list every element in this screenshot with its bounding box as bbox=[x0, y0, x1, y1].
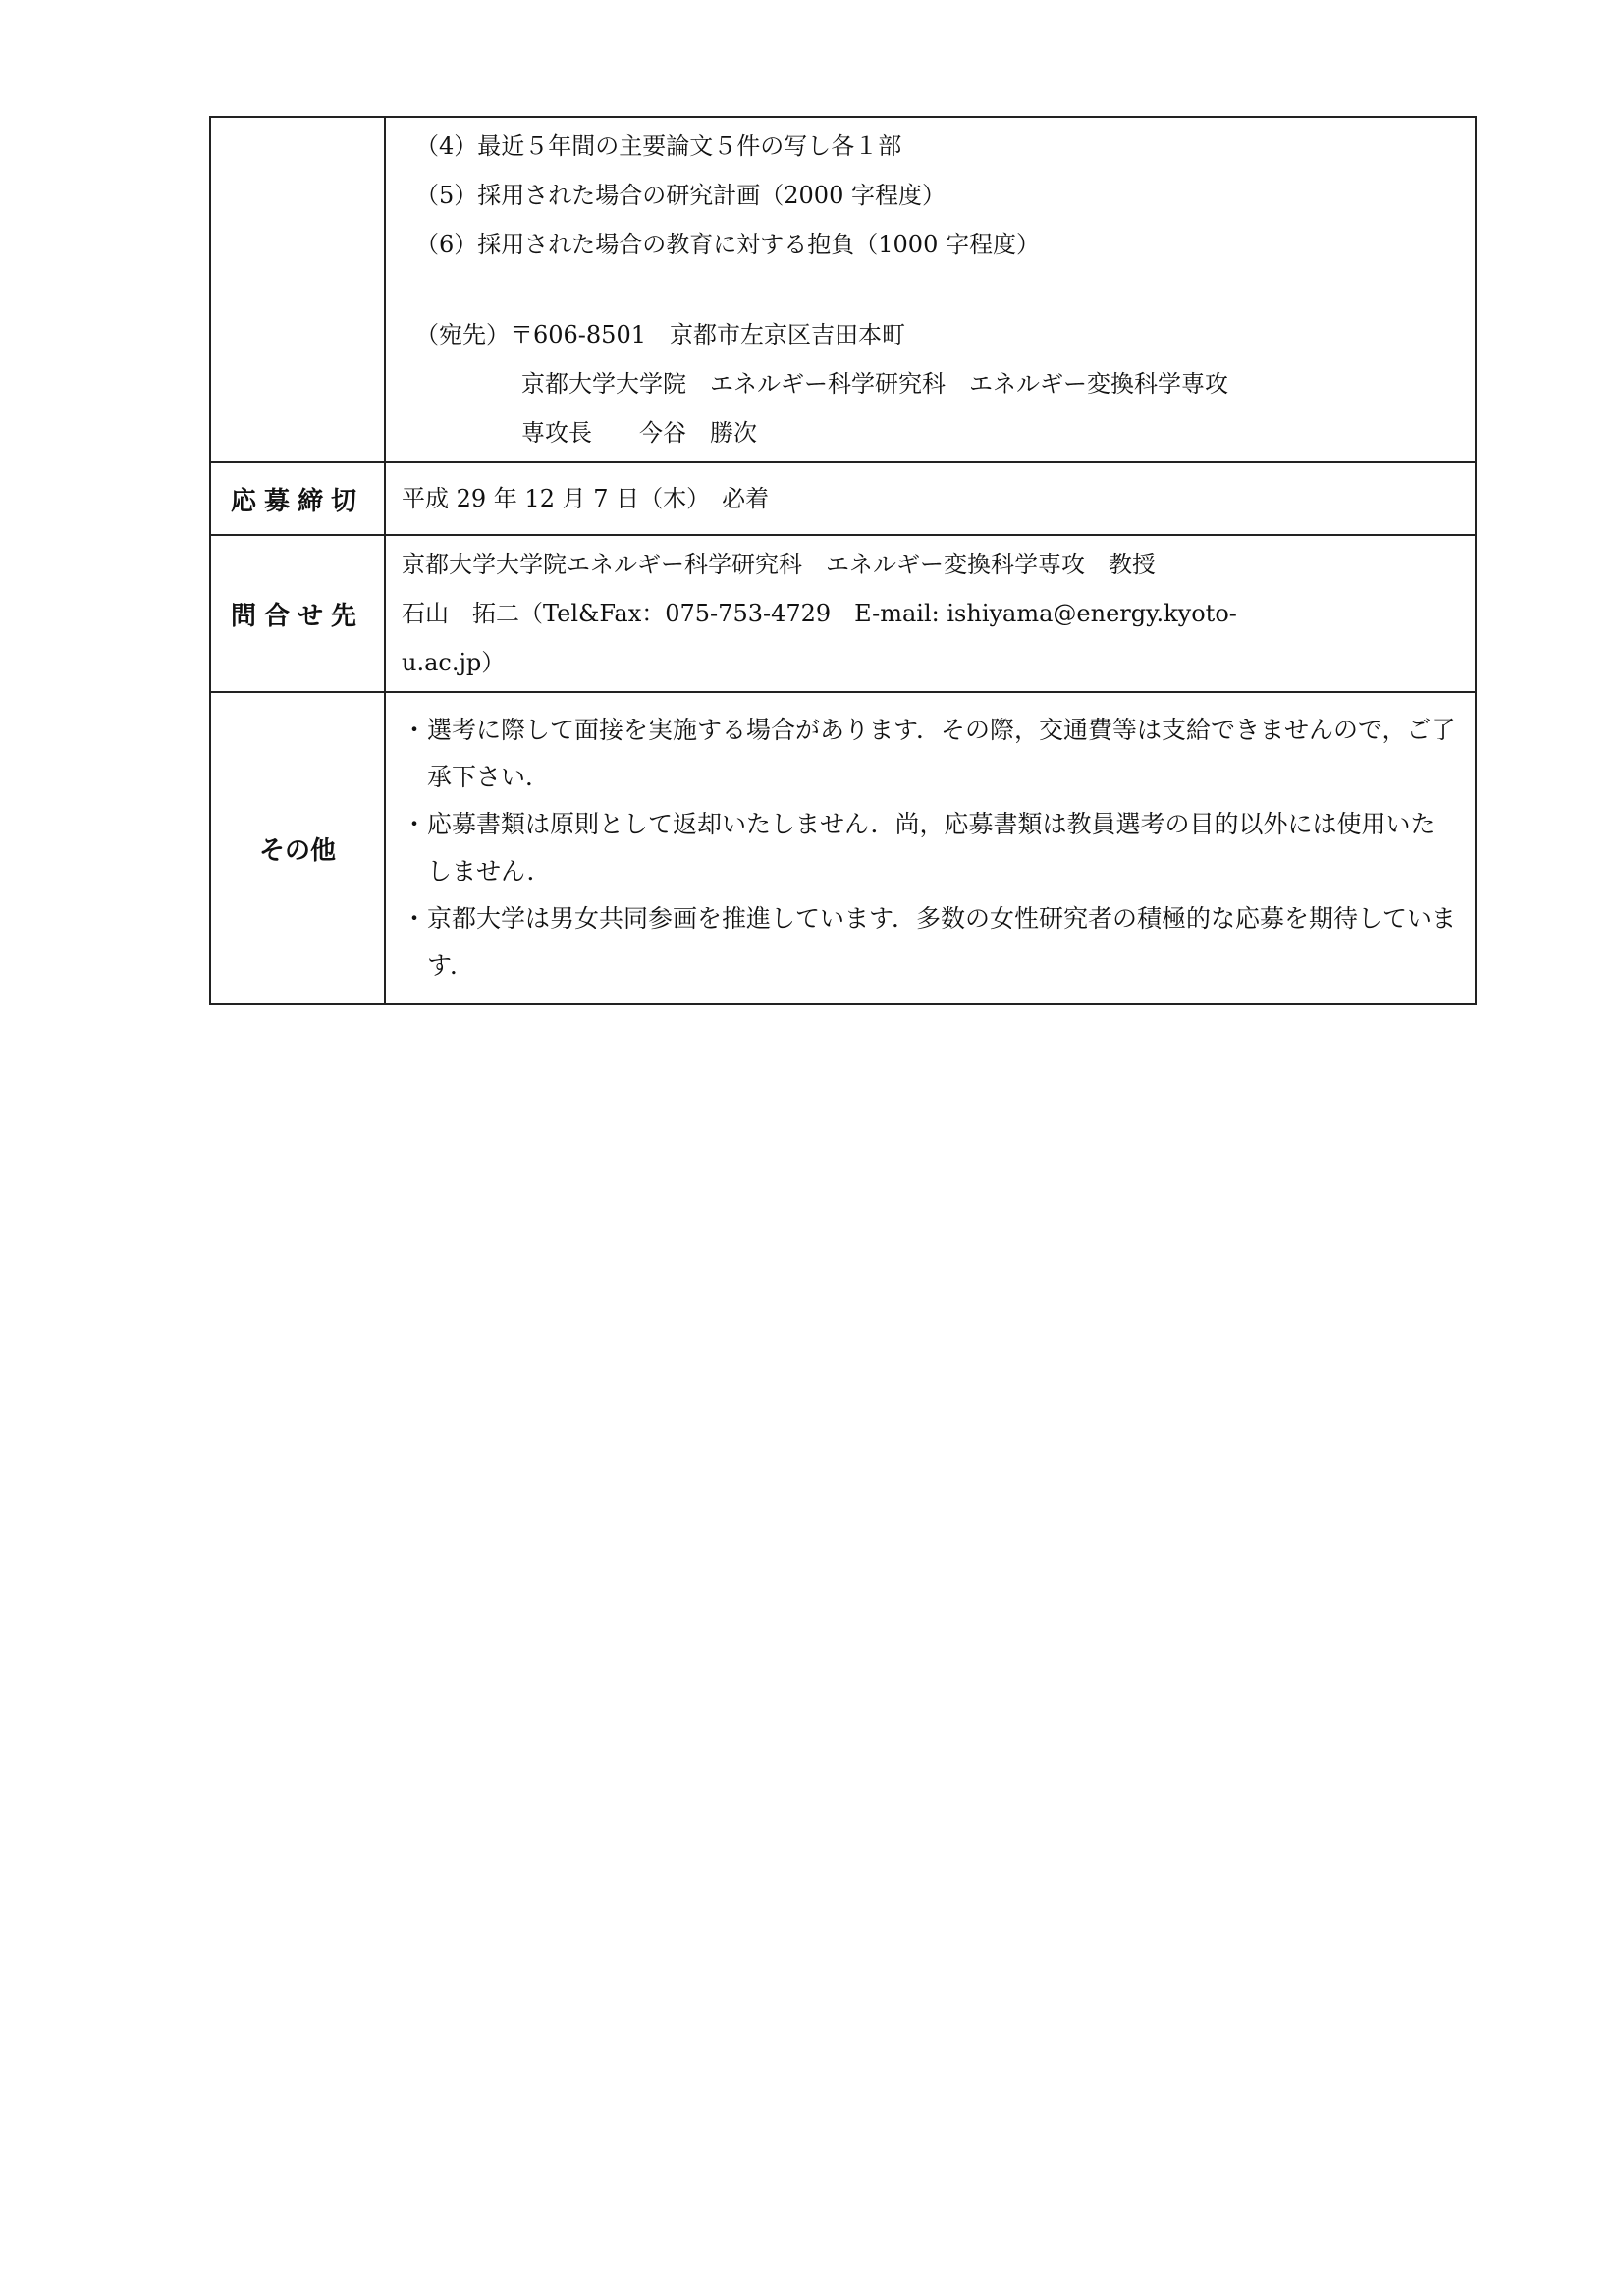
bullet-text: 京都大学は男女共同参画を推進しています．多数の女性研究者の積極的な応募を期待しています． bbox=[427, 904, 1457, 980]
other-row bbox=[210, 692, 1476, 1004]
contact-row bbox=[210, 535, 1476, 692]
mailing-address bbox=[402, 310, 1459, 457]
contact-line-3: u.ac.jp） bbox=[402, 649, 506, 676]
deadline-row bbox=[210, 462, 1476, 535]
spacer bbox=[402, 269, 1459, 310]
bullet-mark: ・ bbox=[402, 716, 427, 744]
bullet-text: 選考に際して面接を実施する場合があります．その際，交通費等は支給できませんので，ご了承下さい． bbox=[427, 716, 1456, 791]
documents-row bbox=[210, 117, 1476, 462]
bullet-mark: ・ bbox=[402, 904, 427, 933]
application-info-table bbox=[209, 116, 1477, 1005]
contact-content-cell bbox=[385, 535, 1476, 692]
bullet-text: 応募書類は原則として返却いたしません．尚，応募書類は教員選考の目的以外には使用いたしません． bbox=[427, 810, 1435, 885]
document-item: （5）採用された場合の研究計画（2000 字程度） bbox=[415, 182, 946, 209]
bullet-mark: ・ bbox=[402, 810, 427, 838]
deadline-value: 平成 29 年 12 月 7 日（木） 必着 bbox=[385, 462, 1476, 535]
deadline-label: 応募締切 bbox=[210, 462, 385, 535]
address-line-1: （宛先）〒606-8501 京都市左京区吉田本町 bbox=[415, 321, 905, 348]
contact-label: 問合せ先 bbox=[210, 535, 385, 692]
address-line-3: 専攻長 今谷 勝次 bbox=[521, 419, 757, 447]
document-item: （6）採用された場合の教育に対する抱負（1000 字程度） bbox=[415, 231, 1040, 258]
documents-content-cell bbox=[385, 117, 1476, 462]
contact-line-1: 京都大学大学院エネルギー科学研究科 エネルギー変換科学専攻 教授 bbox=[402, 551, 1156, 578]
other-bullet bbox=[402, 895, 1459, 989]
other-bullet bbox=[402, 801, 1459, 895]
document-item: （4）最近５年間の主要論文５件の写し各１部 bbox=[415, 133, 902, 160]
address-line-2: 京都大学大学院 エネルギー科学研究科 エネルギー変換科学専攻 bbox=[521, 370, 1228, 398]
documents-label-cell bbox=[210, 117, 385, 462]
other-bullet bbox=[402, 707, 1459, 801]
contact-line-2: 石山 拓二（Tel&Fax：075-753-4729 E-mail: ishiyama@energy.kyoto- bbox=[402, 600, 1237, 627]
other-label: その他 bbox=[210, 692, 385, 1004]
other-content-cell bbox=[385, 692, 1476, 1004]
